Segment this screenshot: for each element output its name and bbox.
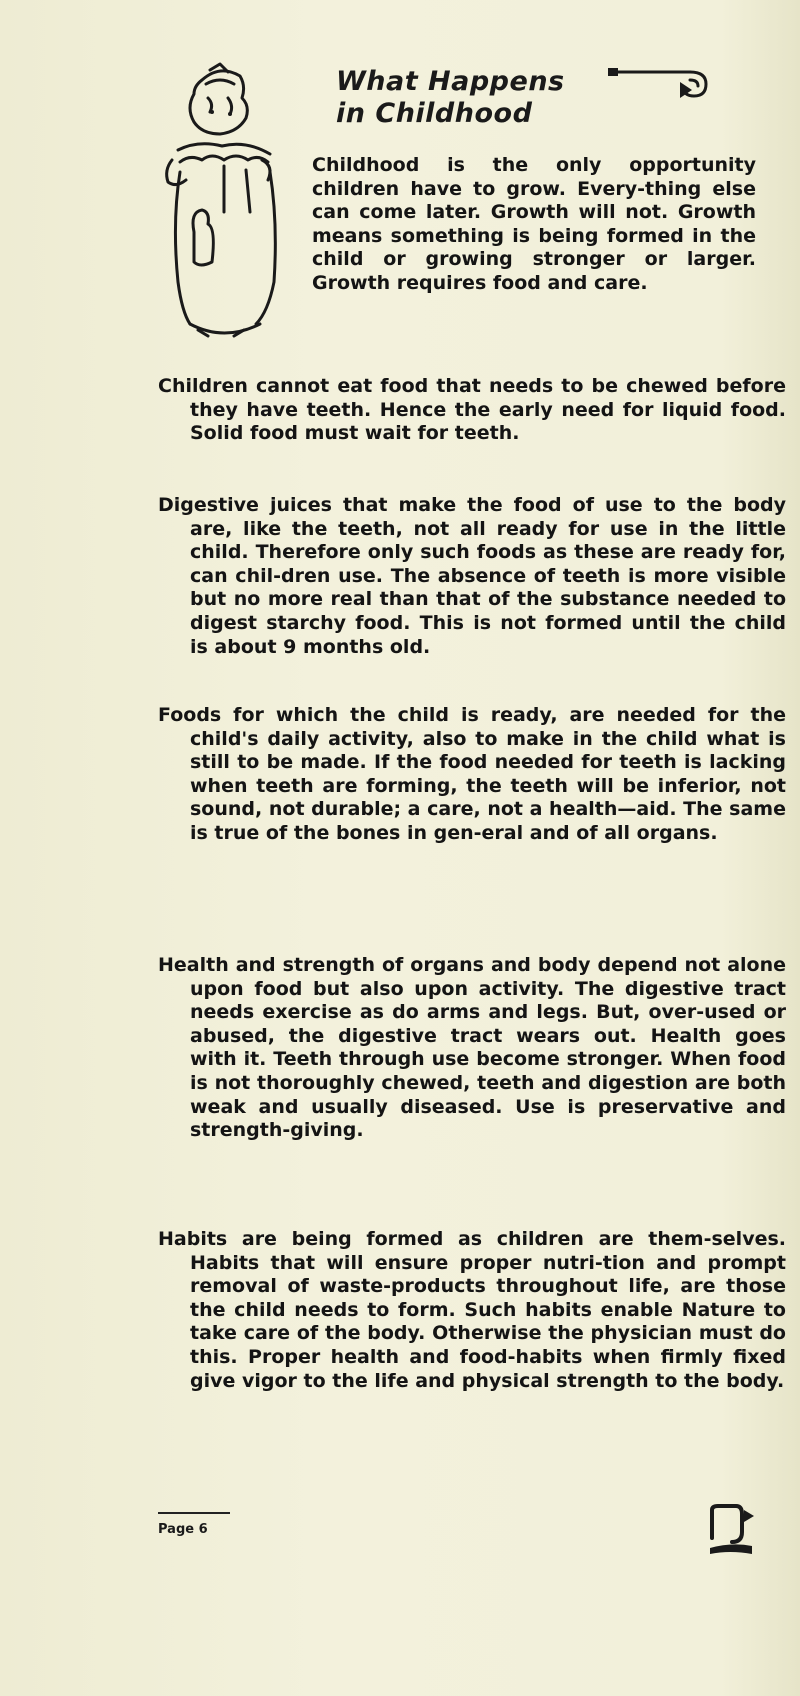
safety-pin-icon — [606, 62, 710, 102]
page-number: Page 6 — [158, 1522, 208, 1537]
paragraph-digestive-juices: Digestive juices that make the food of use to the body are, like the teeth, not all ready for use in the little child. Therefore only such foods as these are ready for, can chil-dren use. The absence of teeth is more visible but no more real than that of the substance needed to digest starchy food. This is not formed until the child is about 9 months old. — [158, 494, 786, 658]
page-title-line1: What Happens — [336, 66, 565, 97]
page-number-rule — [158, 1512, 230, 1514]
end-safety-pin-icon — [702, 1502, 762, 1558]
paragraph-habits: Habits are being formed as children are them-selves. Habits that will ensure proper nutri-tion and prompt removal of waste-products throughout life, are those the child needs to form. Such habits enable Nature to take care of the body. Otherwise the physician must do this. Proper health and food-habits when firmly fixed give vigor to the life and physical strength to the body. — [158, 1228, 786, 1392]
paragraph-health-strength: Health and strength of organs and body depend not alone upon food but also upon activity. The digestive tract needs exercise as do arms and legs. But, over-used or abused, the digestive tract wears out. Health goes with it. Teeth through use become stronger. When food is not thoroughly chewed, teeth and digestion are both weak and usually diseased. Use is preservative and strength-giving. — [158, 954, 786, 1142]
paragraph-foods-needed: Foods for which the child is ready, are needed for the child's daily activity, also to make in the child what is still to be made. If the food needed for teeth is lacking when teeth are forming, the teeth will be inferior, not sound, not durable; a care, not a health—aid. The same is true of the bones in gen-eral and of all organs. — [158, 704, 786, 844]
child-illustration-icon — [150, 62, 300, 362]
page-title-line2: in Childhood — [336, 98, 533, 129]
paragraph-teeth: Children cannot eat food that needs to be chewed before they have teeth. Hence the early need for liquid food. Solid food must wait for teeth. — [158, 375, 786, 445]
intro-paragraph: Childhood is the only opportunity children have to grow. Every-thing else can come later. Growth will not. Growth means something is being formed in the child or growing stronger or larger. Growth requires food and care. — [312, 154, 756, 294]
